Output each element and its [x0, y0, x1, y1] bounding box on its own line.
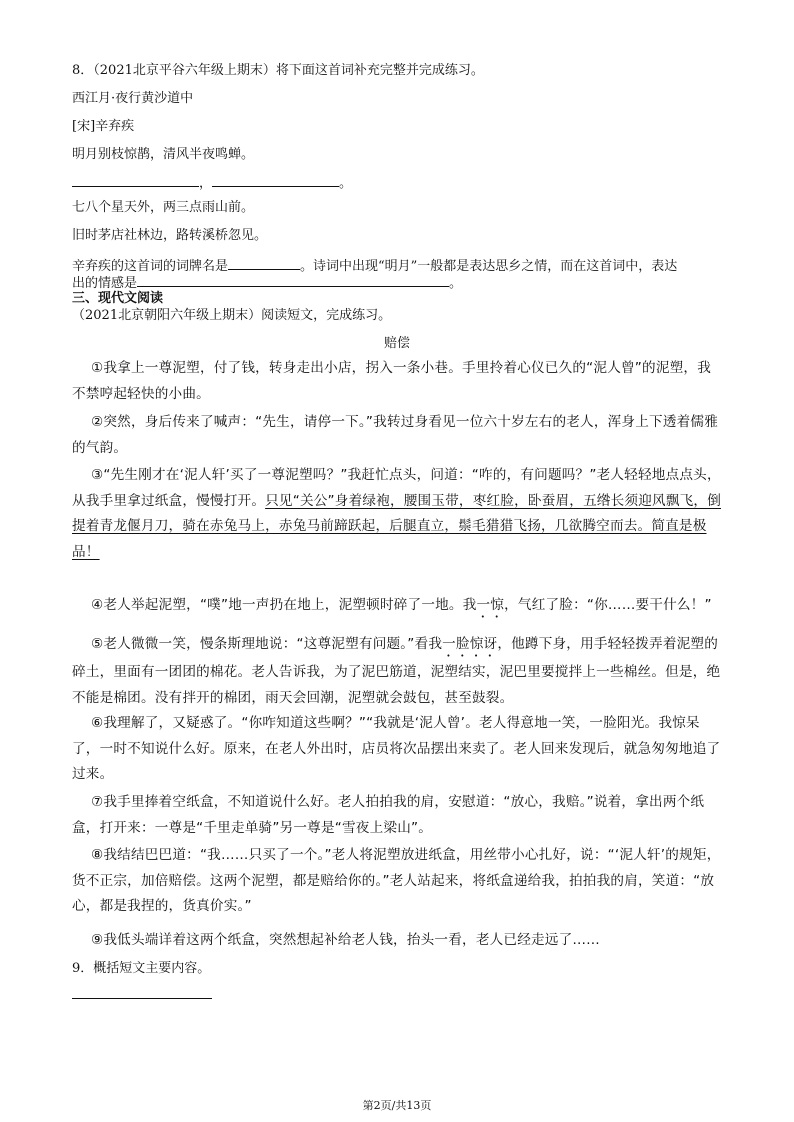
- paragraph-5: [72, 632, 724, 711]
- paragraph-8: ⑧我结结巴巴道：“我……只买了一个。”老人将泥塑放进纸盒，用丝带小心扎好，说：“‘泥人轩’的规矩，货不正宗，加倍赔偿。这两个泥塑，都是赔给你的。”老人站起来，将纸盒递给我，拍拍我的肩，笑道：“放心，都是我捏的，货真价实。”: [72, 847, 721, 914]
- paragraph-7: ⑦我手里捧着空纸盒，不知道说什么好。老人拍拍我的肩，安慰道：“放心，我赔。”说着，拿出两个纸盒，打开来：一尊是“千里走单骑”另一尊是“雪夜上梁山”。: [72, 794, 705, 836]
- paragraph-9: ⑨我低头端详着这两个纸盒，突然想起补给老人钱，抬头一看，老人已经走远了……: [91, 932, 600, 948]
- paragraph-3-underlined: 只见“关公”身着绿袍，腰围玉带，枣红脸，卧蚕眉，五绺长须迎风飘飞，倒提着青龙偃月刀，骑在赤兔马上，赤兔马前蹄跃起，后腿直立，鬃毛猎猎飞扬，几欲腾空而去。简直是极品！: [72, 492, 722, 560]
- paragraph-4-text-c: ，气红了脸：“你……要干什么！”: [504, 597, 712, 613]
- poem-line-1: 明月别枝惊鹊，清风半夜鸣蝉。: [72, 147, 255, 162]
- paragraph-3-text: ③“先生刚才在‘泥人轩’买了一尊泥塑吗？”我赶忙点头，问道：“咋的，有问题吗？”老人轻轻地点点头，从我手里拿过纸盒，慢慢打开。: [72, 467, 721, 509]
- q9-answer-line[interactable]: [72, 998, 212, 999]
- paragraph-5-text-c: ，他蹲下身，用手轻轻拨弄着泥塑的碎土，里面有一团团的棉花。老人告诉我，为了泥巴筋道，泥塑结实，泥巴里要搅拌上一些棉丝。但是，绝不能是棉团。没有拌开的棉团，雨天会回潮，泥塑就会鼓包，甚至鼓裂。: [72, 636, 721, 706]
- paragraph-5-emphasis: 一脸惊讶: [442, 636, 498, 652]
- paragraph-4-text-a: ④老人举起泥塑，“噗”地一声扔在地上，泥塑顿时碎了一地。我: [91, 597, 477, 613]
- poem-line-3: 七八个星天外，两三点雨山前。: [72, 200, 255, 215]
- q8-question-c: 出的情感是: [72, 276, 138, 291]
- paragraph-4: [72, 593, 724, 621]
- paragraph-4-emphasis: 一惊: [476, 597, 505, 613]
- q8-question-a: 辛弃疾的这首词的词牌名是: [72, 259, 229, 274]
- answer-blank-3[interactable]: [228, 255, 300, 270]
- answer-blank-2[interactable]: [212, 172, 339, 187]
- poem-line-4: 旧时茅店社林边，路转溪桥忽见。: [72, 228, 268, 243]
- section-heading: 三、现代文阅读: [72, 291, 164, 306]
- poem-fill-line: [72, 172, 352, 193]
- article-title: 赔偿: [383, 336, 410, 351]
- fill-period: 。: [339, 176, 353, 191]
- q8-header: 8．（2021北京平谷六年级上期末）将下面这首词补充完整并完成练习。: [72, 63, 484, 78]
- paragraph-2: ②突然，身后传来了喊声：“先生，请停一下。”我转过身看见一位六十岁左右的老人，浑身上下透着儒雅的气韵。: [72, 414, 718, 456]
- poem-title: 西江月·夜行黄沙道中: [72, 91, 194, 106]
- paragraph-6: ⑥我理解了，又疑惑了。“你咋知道这些啊？”“我就是‘泥人曾’。老人得意地一笑，一脸阳光。我惊呆了，一时不知说什么好。原来，在老人外出时，店员将次品摆出来卖了。老人回来发现后，就急匆匆地追了过来。: [72, 715, 721, 782]
- answer-blank-4[interactable]: [137, 272, 449, 287]
- paragraph-5-text-a: ⑤老人微微一笑，慢条斯理地说：“这尊泥塑有问题。”看我: [91, 636, 443, 652]
- paragraph-3: [72, 463, 724, 565]
- paragraph-1: ①我拿上一尊泥塑，付了钱，转身走出小店，拐入一条小巷。手里拎着心仪已久的“泥人曾”的泥塑，我不禁哼起轻快的小曲。: [72, 360, 711, 402]
- page-footer: 第2页/共13页: [362, 1099, 432, 1112]
- q8-question-b: 。诗词中出现“明月”一般都是表达思乡之情，而在这首词中，表达: [300, 259, 678, 274]
- q8-question-end: 。: [449, 276, 463, 291]
- section-source: （2021北京朝阳六年级上期末）阅读短文，完成练习。: [72, 308, 392, 323]
- q9-header: 9．概括短文主要内容。: [72, 961, 211, 976]
- poem-author: [宋]辛弃疾: [72, 119, 135, 134]
- answer-blank-1[interactable]: [72, 172, 199, 187]
- fill-comma: ，: [199, 176, 213, 191]
